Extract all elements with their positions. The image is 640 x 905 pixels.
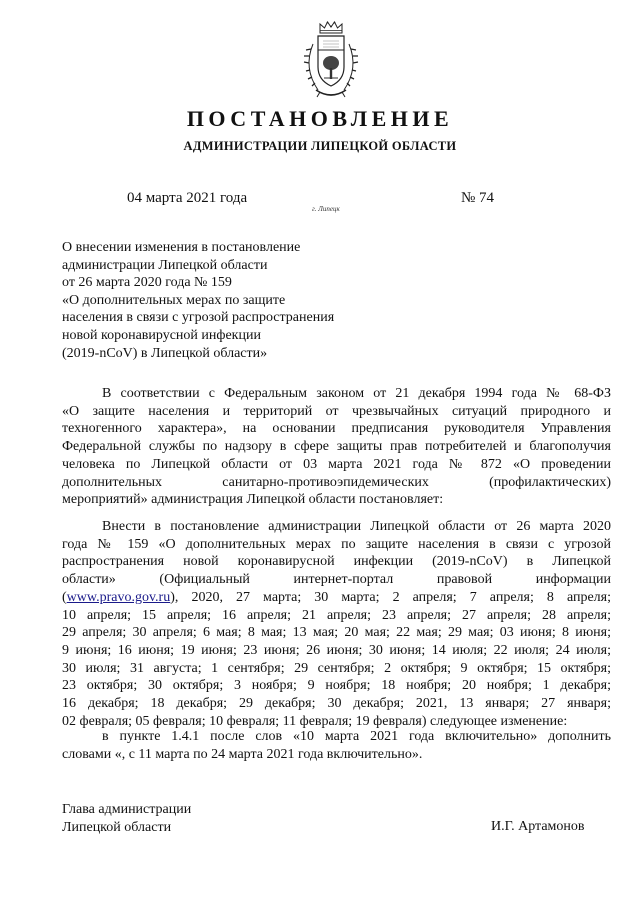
signatory-name: И.Г. Артамонов xyxy=(491,819,585,834)
paragraph-line: 29 апреля; 30 апреля; 6 мая; 8 мая; 13 мая; 20 мая; 22 мая; 29 мая; 03 июня; 8 июня; xyxy=(62,625,611,641)
document-city: г. Липецк xyxy=(312,205,340,213)
paragraph-line: Внести в постановление администрации Липецкой области от 26 марта 2020 xyxy=(102,519,611,534)
paragraph-line: 10 апреля; 15 апреля; 16 апреля; 21 апреля; 23 апреля; 27 апреля; 28 апреля; xyxy=(62,607,611,623)
resolution-paragraph xyxy=(62,518,611,730)
subject-line: администрации Липецкой области xyxy=(62,257,268,273)
preamble-paragraph xyxy=(62,385,611,509)
paragraph-line: 02 февраля; 05 февраля; 10 февраля; 11 февраля; 19 февраля) следующее изменение: xyxy=(62,713,568,729)
document-date: 04 марта 2021 года xyxy=(127,190,248,206)
signatory-position-line: Липецкой области xyxy=(62,819,172,835)
amendment-paragraph xyxy=(62,728,611,763)
document-subject xyxy=(62,239,392,362)
link-line-rest: ), 2020, 27 марта; 30 марта; 2 апреля; 7 апреля; 8 апреля; xyxy=(170,589,611,605)
paragraph-line: мероприятий» администрация Липецкой области постановляет: xyxy=(62,492,444,508)
paragraph-line: 30 июля; 31 августа; 1 сентября; 29 сентября; 2 октября; 9 октября; 15 октября; xyxy=(62,660,611,676)
document-title: ПОСТАНОВЛЕНИЕ xyxy=(186,106,454,131)
subject-line: новой коронавирусной инфекции xyxy=(62,327,261,343)
paragraph-line xyxy=(62,589,611,607)
paragraph-line: В соответствии с Федеральным законом от 21 декабря 1994 года № 68-ФЗ xyxy=(102,386,611,401)
paragraph-line: Федеральной службы по надзору в сфере защиты прав потребителей и благополучия xyxy=(62,439,611,455)
paragraph-line: техногенного характера», на основании предписания руководителя Управления xyxy=(62,421,611,437)
paren-open: ( xyxy=(62,589,67,605)
coat-of-arms-icon xyxy=(296,20,366,100)
subject-line: (2019-nCoV) в Липецкой области» xyxy=(62,345,268,361)
issuing-authority: АДМИНИСТРАЦИИ ЛИПЕЦКОЙ ОБЛАСТИ xyxy=(183,139,457,153)
subject-line: населения в связи с угрозой распространения xyxy=(62,310,335,326)
paragraph-line: «О защите населения и территорий от чрезвычайных ситуаций природного и xyxy=(62,403,611,419)
subject-line: О внесении изменения в постановление xyxy=(62,240,301,255)
subject-line: «О дополнительных мерах по защите xyxy=(62,292,286,308)
paragraph-line: дополнительных санитарно-противоэпидемических (профилактических) xyxy=(62,474,611,490)
paragraph-line: 23 октября; 30 октября; 3 ноября; 9 ноября; 18 ноября; 20 ноября; 1 декабря; xyxy=(62,678,611,694)
document-number: № 74 xyxy=(461,190,495,206)
paragraph-line: человека по Липецкой области от 03 марта 2021 года № 872 «О проведении xyxy=(62,456,611,472)
paragraph-line: распространения новой коронавирусной инфекции (2019-nCoV) в Липецкой xyxy=(62,554,611,570)
subject-line: от 26 марта 2020 года № 159 xyxy=(62,275,232,291)
paragraph-line: 16 декабря; 18 декабря; 29 декабря; 30 декабря; 2021, 13 января; 27 января; xyxy=(62,696,611,712)
paragraph-line: года № 159 «О дополнительных мерах по защите населения в связи с угрозой xyxy=(62,536,611,552)
paragraph-line: 9 июня; 16 июня; 19 июня; 23 июня; 26 июня; 30 июня; 14 июля; 22 июля; 24 июля; xyxy=(62,642,611,658)
pravo-gov-link[interactable]: www.pravo.gov.ru xyxy=(66,589,171,605)
paragraph-line: области» (Официальный интернет-портал правовой информации xyxy=(62,572,611,588)
signatory-position xyxy=(62,801,191,836)
paragraph-line: в пункте 1.4.1 после слов «10 марта 2021 года включительно» дополнить xyxy=(102,729,611,744)
signatory-position-line: Глава администрации xyxy=(62,802,192,817)
paragraph-line: словами «, с 11 марта по 24 марта 2021 года включительно». xyxy=(62,746,423,762)
